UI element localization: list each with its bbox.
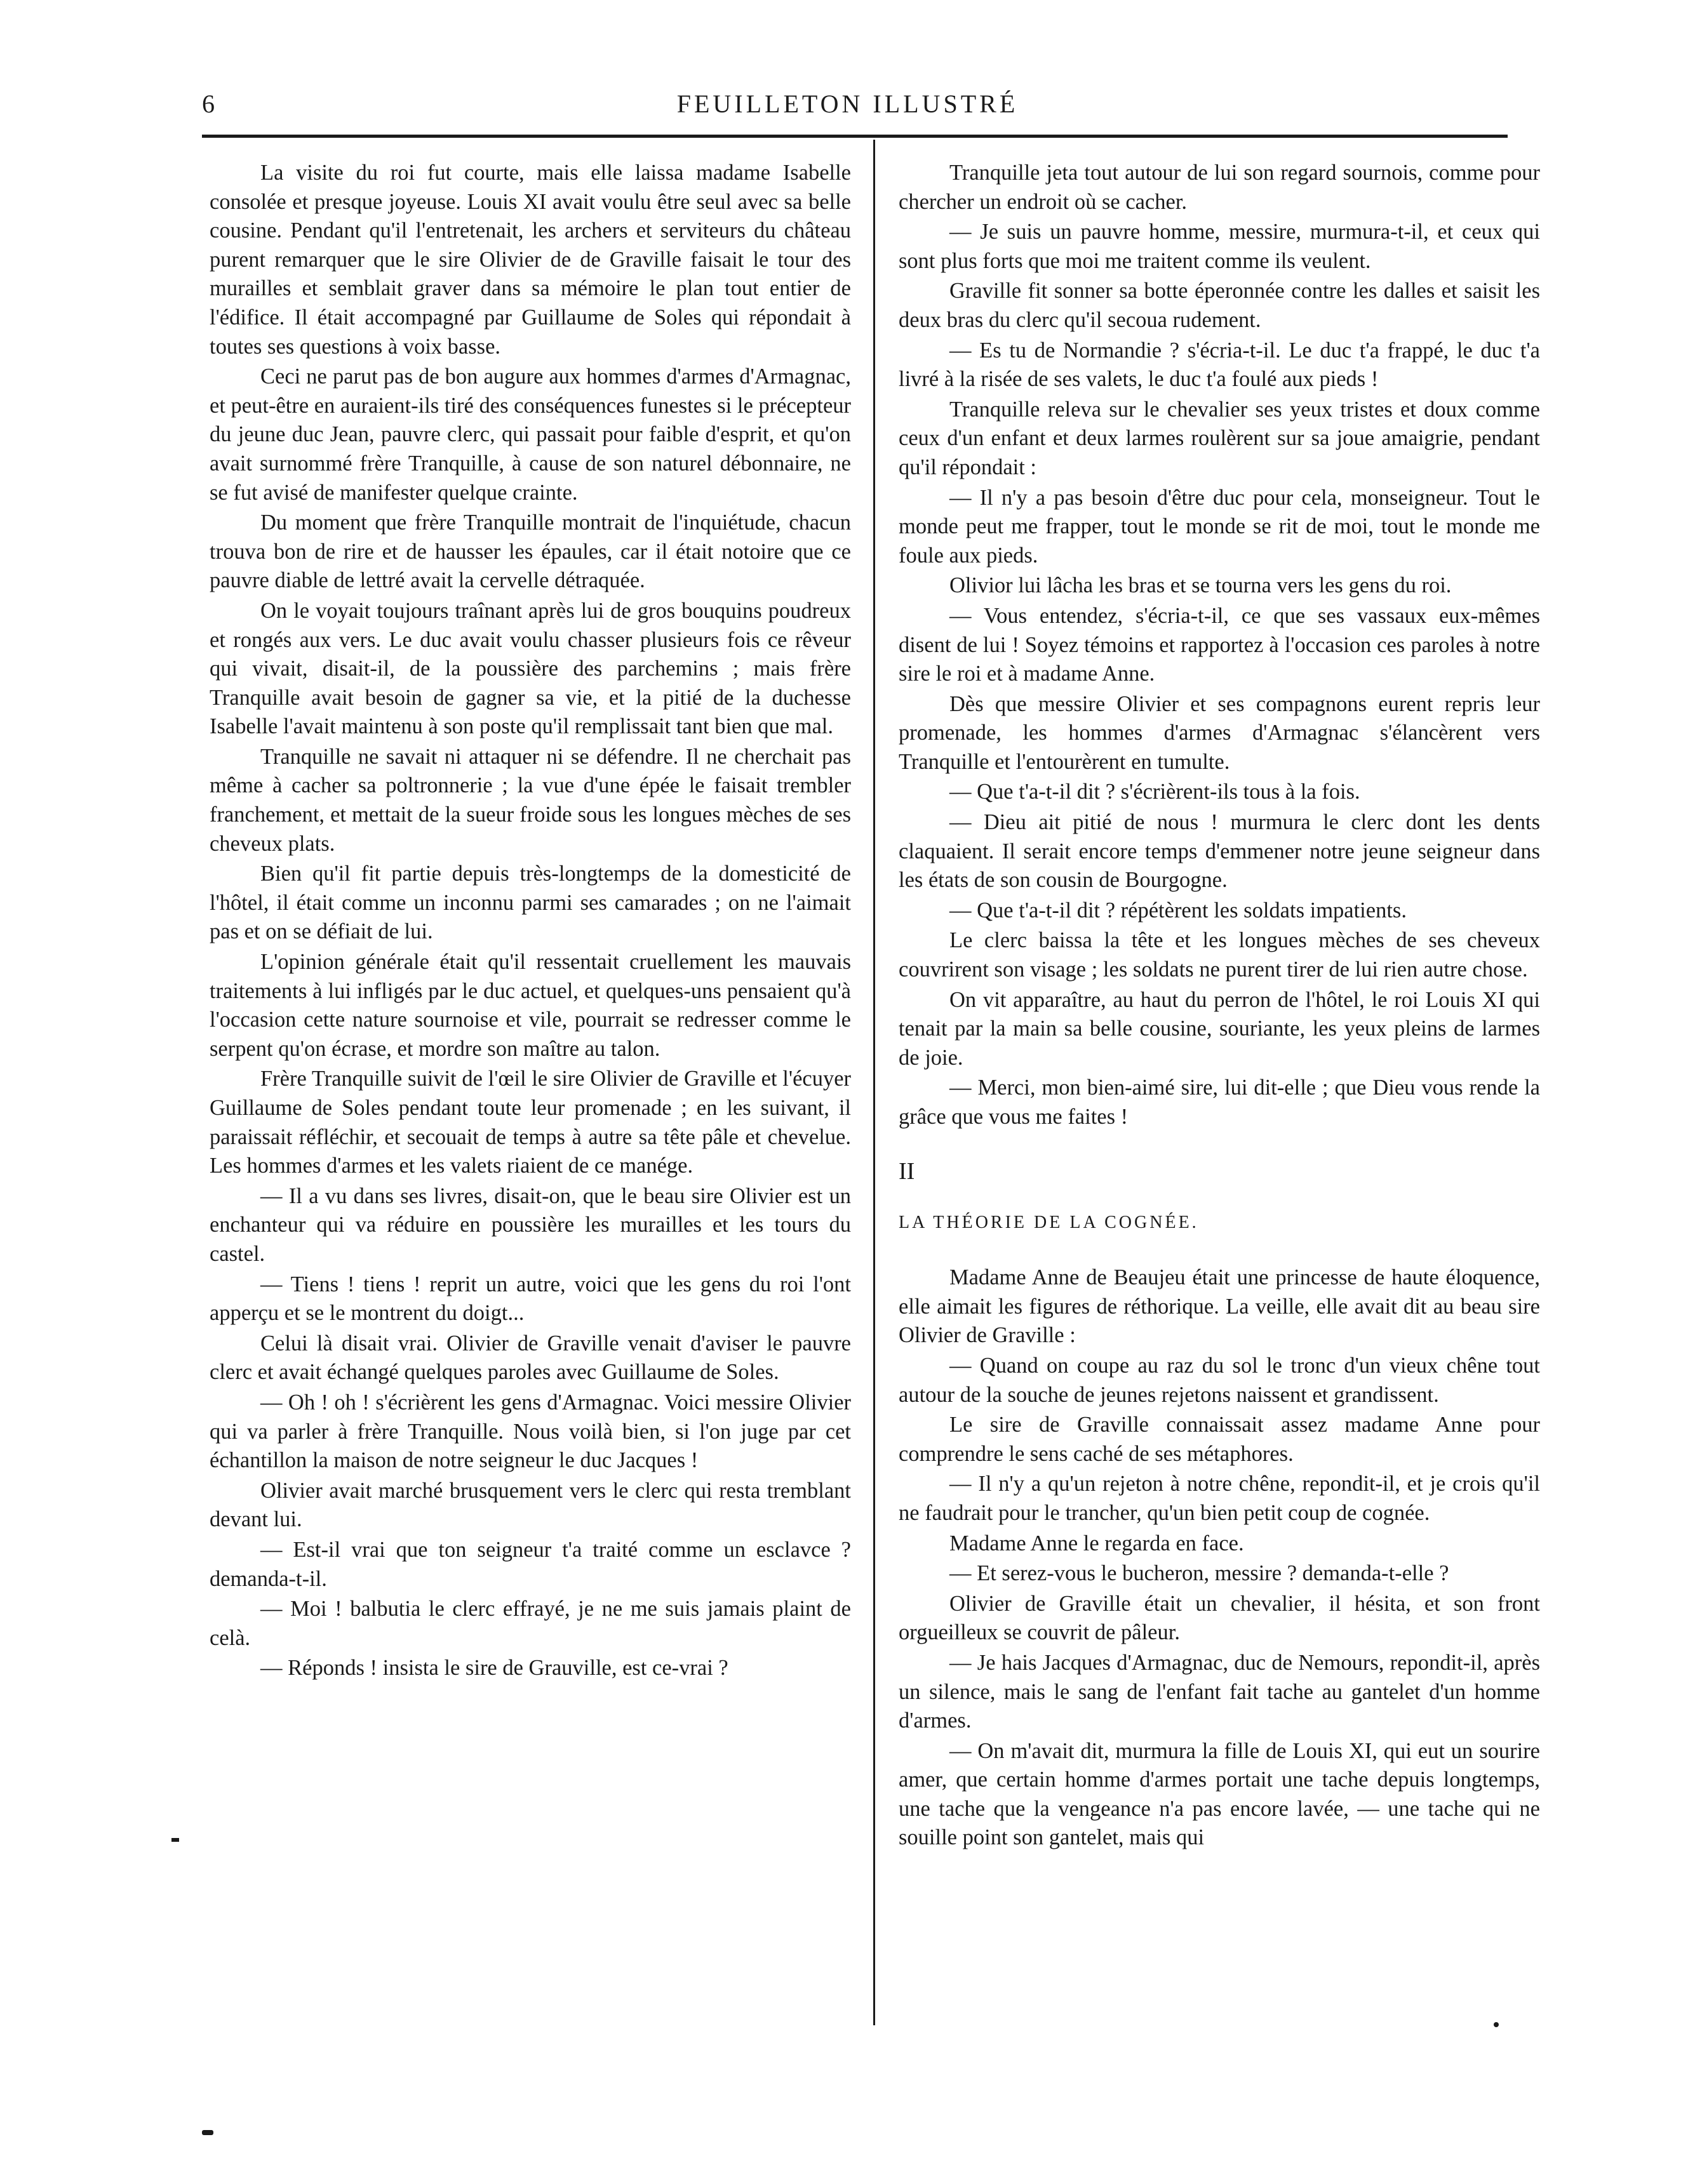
paragraph: Olivier de Graville était un chevalier, il hésita, et son front orgueilleux se couvrit de pâleur. [899, 1591, 1540, 1645]
paragraph: Celui là disait vrai. Olivier de Graville venait d'aviser le pauvre clerc et avait échangé quelques paroles avec Guillaume de Soles. [210, 1331, 851, 1385]
paragraph: — Oh ! oh ! s'écrièrent les gens d'Armagnac. Voici messire Olivier qui va parler à frère Tranquille. Nous voilà bien, si l'on juge par cet échantillon la maison de notre seigneur le duc Jacques ! [210, 1390, 851, 1473]
paragraph: — Je suis un pauvre homme, messire, murmura-t-il, et ceux qui sont plus forts que moi me traitent comme ils veulent. [899, 220, 1540, 273]
paragraph: — Et serez-vous le bucheron, messire ? demanda-t-elle ? [949, 1561, 1449, 1586]
header-rule [202, 135, 1508, 138]
paragraph: — Je hais Jacques d'Armagnac, duc de Nemours, repondit-il, après un silence, mais le sang de l'enfant fait tache au gantelet d'un homme d'armes. [899, 1650, 1540, 1733]
paragraph: — Es tu de Normandie ? s'écria-t-il. Le duc t'a frappé, le duc t'a livré à la risée de ses valets, le duc t'a foulé aux pieds ! [899, 338, 1540, 392]
chapter-title: LA THÉORIE DE LA COGNÉE. [899, 1212, 1199, 1232]
paragraph: Ceci ne parut pas de bon augure aux hommes d'armes d'Armagnac, et peut-être en auraient-ils tiré des conséquences funestes si le précepteur du jeune duc Jean, pauvre clerc, qui passait pour faible d'esprit, et qu'on avait surnommé frère Tranquille, à cause de son naturel débonnaire, ne se fut avisé de manifester quelque crainte. [210, 364, 851, 505]
paragraph: — Vous entendez, s'écria-t-il, ce que ses vassaux eux-mêmes disent de lui ! Soyez témoins et rapportez à l'occasion ces paroles à notre sire le roi et à madame Anne. [899, 603, 1540, 686]
paragraph: Tranquille jeta tout autour de lui son regard sournois, comme pour chercher un endroit où se cacher. [899, 161, 1540, 214]
chapter-number: II [899, 1157, 915, 1185]
paragraph: — On m'avait dit, murmura la fille de Louis XI, qui eut un sourire amer, que certain homme d'armes portait une tache depuis longtemps, une tache que la vengeance n'a pas encore lavée, — une tache qui ne souille point son gantelet, mais qui [899, 1738, 1540, 1850]
paragraph: Graville fit sonner sa botte éperonnée contre les dalles et saisit les deux bras du clerc qu'il secoua rudement. [899, 279, 1540, 332]
paragraph: — Il n'y a pas besoin d'être duc pour cela, monseigneur. Tout le monde peut me frapper, tout le monde se rit de moi, tout le monde me foule aux pieds. [899, 485, 1540, 568]
paragraph: Tranquille releva sur le chevalier ses yeux tristes et doux comme ceux d'un enfant et deux larmes roulèrent sur sa joue amaigrie, pendant qu'il répondait : [899, 397, 1540, 479]
paragraph: Madame Anne le regarda en face. [949, 1531, 1244, 1555]
paragraph: — Dieu ait pitié de nous ! murmura le clerc dont les dents claquaient. Il serait encore temps d'emmener notre jeune seigneur dans les états de son cousin de Bourgogne. [899, 810, 1540, 893]
paragraph: La visite du roi fut courte, mais elle laissa madame Isabelle consolée et presque joyeuse. Louis XI avait voulu être seul avec sa belle cousine. Pendant qu'il l'entretenait, les archers et serviteurs du château purent remarquer que le sire Olivier de de Graville faisait le tour des murailles et semblait graver dans sa mémoire le plan tout entier de l'édifice. Il était accompagné par Guillaume de Soles qui répondait à toutes ses questions à voix basse. [210, 161, 851, 359]
paragraph: Dès que messire Olivier et ses compagnons eurent repris leur promenade, les hommes d'armes d'Armagnac s'élancèrent vers Tranquille et l'entourèrent en tumulte. [899, 691, 1540, 774]
paragraph: — Moi ! balbutia le clerc effrayé, je ne me suis jamais plaint de celà. [210, 1597, 851, 1650]
paragraph: Le sire de Graville connaissait assez madame Anne pour comprendre le sens caché de ses métaphores. [899, 1413, 1540, 1466]
paragraph: — Merci, mon bien-aimé sire, lui dit-elle ; que Dieu vous rende la grâce que vous me faites ! [899, 1075, 1540, 1129]
paragraph: Tranquille ne savait ni attaquer ni se défendre. Il ne cherchait pas même à cacher sa poltronnerie ; la vue d'une épée le faisait trembler franchement, et mettait de la sueur froide sous les longues mèches de ses cheveux plats. [210, 744, 851, 856]
paragraph: — Que t'a-t-il dit ? s'écrièrent-ils tous à la fois. [949, 780, 1360, 804]
ink-speck [202, 2130, 213, 2135]
paragraph: Bien qu'il fit partie depuis très-longtemps de la domesticité de l'hôtel, il était comme un inconnu parmi ses camarades ; on ne l'aimait pas et on se défiait de lui. [210, 862, 851, 944]
paragraph: — Tiens ! tiens ! reprit un autre, voici que les gens du roi l'ont apperçu et se le montrent du doigt... [210, 1272, 851, 1326]
page-number: 6 [202, 90, 215, 118]
paragraph: Frère Tranquille suivit de l'œil le sire Olivier de Graville et l'écuyer Guillaume de Soles pendant toute leur promenade ; en les suivant, il paraissait réfléchir, et secouait de temps à autre sa tête pâle et chevelue. Les hommes d'armes et les valets riaient de ce manége. [210, 1067, 851, 1178]
ink-speck [1494, 2022, 1499, 2027]
paragraph: — Il a vu dans ses livres, disait-on, que le beau sire Olivier est un enchanteur qui va réduire en poussière les murailles et les tours du castel. [210, 1183, 851, 1266]
ink-speck [171, 1838, 179, 1842]
paragraph: — Quand on coupe au raz du sol le tronc d'un vieux chêne tout autour de la souche de jeunes rejetons naissent et grandissent. [899, 1353, 1540, 1407]
paragraph: Madame Anne de Beaujeu était une princesse de haute éloquence, elle aimait les figures de réthorique. La veille, elle avait dit au beau sire Olivier de Graville : [899, 1265, 1540, 1348]
column-divider [873, 140, 875, 2025]
paragraph: L'opinion générale était qu'il ressentait cruellement les mauvais traitements à lui infligés par le duc actuel, et quelques-uns pensaient qu'à l'occasion cette nature sournoise et vile, pourrait se redresser comme le serpent qu'on écrase, et mordre son maître au talon. [210, 950, 851, 1061]
paragraph: Du moment que frère Tranquille montrait de l'inquiétude, chacun trouva bon de rire et de hausser les épaules, car il était notoire que ce pauvre diable de lettré avait la cervelle détraquée. [210, 510, 851, 593]
left-column [210, 159, 851, 1683]
right-column [899, 159, 1540, 1853]
paragraph: — Est-il vrai que ton seigneur t'a traité comme un esclavce ? demanda-t-il. [210, 1537, 851, 1591]
paragraph: Le clerc baissa la tête et les longues mèches de ses cheveux couvrirent son visage ; les soldats ne purent tirer de lui rien autre chose. [899, 928, 1540, 982]
paragraph: — Que t'a-t-il dit ? répétèrent les soldats impatients. [949, 898, 1407, 922]
paragraph: — Réponds ! insista le sire de Grauville, est ce-vrai ? [260, 1656, 728, 1681]
paragraph: On le voyait toujours traînant après lui de gros bouquins poudreux et rongés aux vers. Le duc avait voulu chasser plusieurs fois ce rêveur qui vivait, disait-il, de la poussière des parchemins ; mais frère Tranquille avait besoin de gagner sa vie, et la pitié de la duchesse Isabelle l'avait maintenu à son poste qu'il remplissait tant bien que mal. [210, 598, 851, 739]
paragraph: Olivier avait marché brusquement vers le clerc qui resta tremblant devant lui. [210, 1478, 851, 1532]
running-head: FEUILLETON ILLUSTRÉ [676, 90, 1019, 118]
paragraph: On vit apparaître, au haut du perron de l'hôtel, le roi Louis XI qui tenait par la main sa belle cousine, souriante, les yeux pleins de larmes de joie. [899, 987, 1540, 1070]
paragraph: — Il n'y a qu'un rejeton à notre chêne, repondit-il, et je crois qu'il ne faudrait pour le trancher, qu'un bien petit coup de cognée. [899, 1472, 1540, 1525]
paragraph: Olivior lui lâcha les bras et se tourna vers les gens du roi. [949, 573, 1452, 598]
